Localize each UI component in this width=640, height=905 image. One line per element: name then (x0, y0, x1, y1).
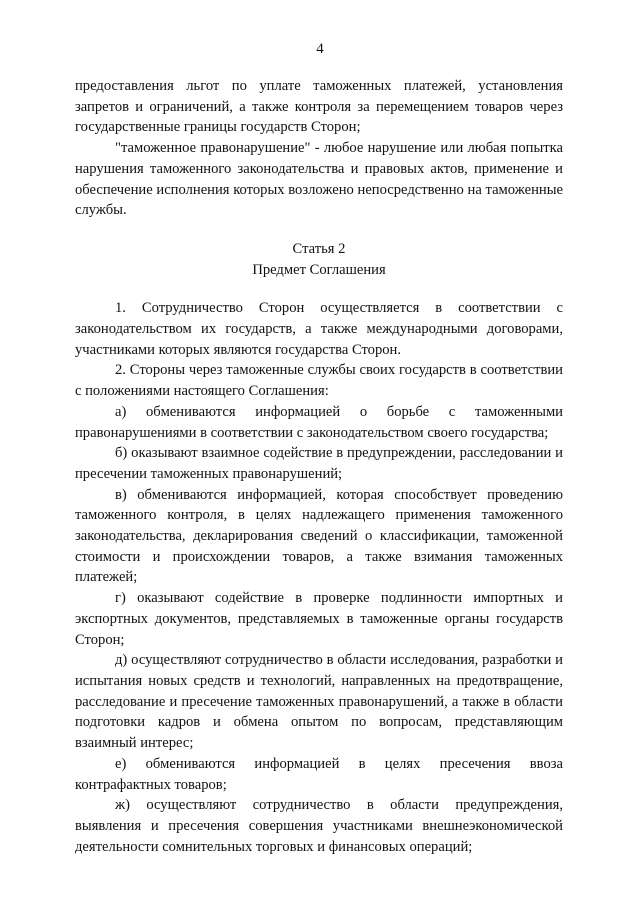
page-number: 4 (316, 41, 324, 57)
paragraph-clause-1: 1. Сотрудничество Сторон осуществляется в соответствии с законодательством их государств, а также международными договорами, участниками которых являются государства Сторон. (75, 300, 563, 358)
list-item-a: а) обмениваются информацией о борьбе с таможенными правонарушениями в соответствии с законодательством своего государства; (75, 403, 563, 441)
list-item-g: г) оказывают содействие в проверке подлинности импортных и экспортных документов, представляемых в таможенные органы государств Сторон; (75, 590, 563, 648)
list-item-v: в) обмениваются информацией, которая способствует проведению таможенного контроля, в целях надлежащего применения таможенного законодательства, декларирования сведений о классификации, таможенной стоимости и происхождении товаров, а также взимания таможенных платежей; (75, 486, 563, 586)
spacer (75, 280, 563, 298)
paragraph-continuation: предоставления льгот по уплате таможенных платежей, установления запретов и ограничений, а также контроля за перемещением товаров через государственные границы государств Сторон; (75, 78, 563, 136)
article-number: Статья 2 (292, 240, 346, 257)
paragraph-clause-2: 2. Стороны через таможенные службы своих государств в соответствии с положениями настоящего Соглашения: (75, 362, 563, 400)
document-body (75, 76, 563, 857)
list-item-b: б) оказывают взаимное содействие в предупреждении, расследовании и пресечении таможенных правонарушений; (75, 445, 563, 482)
list-item-zh: ж) осуществляют сотрудничество в области предупреждения, выявления и пресечения совершения участниками внешнеэкономической деятельности сомнительных торговых и финансовых операций; (75, 797, 563, 855)
article-title: Предмет Соглашения (252, 261, 386, 278)
list-item-e: е) обмениваются информацией в целях пресечения ввоза контрафактных товаров; (75, 755, 563, 793)
spacer (75, 221, 563, 239)
paragraph-customs-offense-definition: "таможенное правонарушение" - любое нарушение или любая попытка нарушения таможенного законодательства и правовых актов, применение и обеспечение исполнения которых возложено непосредственно на таможенные службы. (75, 140, 563, 219)
list-item-d: д) осуществляют сотрудничество в области исследования, разработки и испытания новых средств и технологий, направленных на предотвращение, расследование и пресечение таможенных правонарушений, а также в области подготовки кадров и обмена опытом по вопросам, представляющим взаимный интерес; (75, 652, 563, 752)
